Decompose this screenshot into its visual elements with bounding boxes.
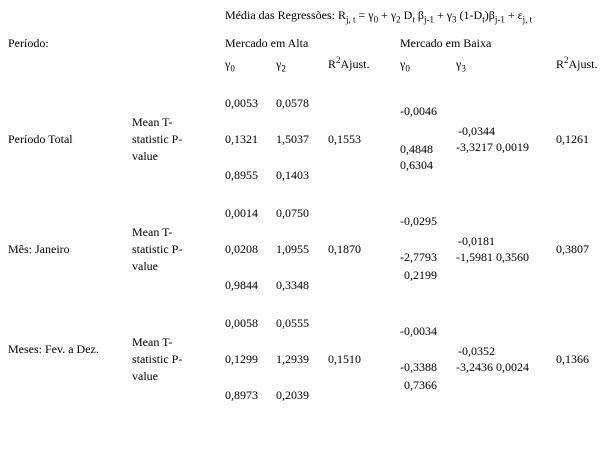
period-label: Mês: Janeiro [8,242,70,256]
table-cell: 0,1299 [225,352,258,366]
table-cell: 0,3348 [276,278,309,292]
baixa-r2-header: $R^2Ajust$. [556,55,598,71]
table-cell: 0,1403 [276,168,309,182]
table-cell: 0,0014 [225,206,258,220]
table-cell: 0,2199 [404,268,437,282]
table-cell: 0,0208 [225,242,258,256]
table-cell: -0,3388 [400,360,437,374]
table-cell: 0,8973 [225,388,258,402]
alta-gamma0-header: $\gamma_0$ [225,57,235,74]
table-cell: 0,1261 [556,132,589,146]
mercado-alta-label: Mercado em Alta [225,36,309,50]
regression-formula: Média das Regressões: $R_{j, t} = \gamma_0 + \gamma_2$ $D_t$ $\beta_{j-1} + \gamma_3$ $(1-D_t)\beta_{j-1} + \varepsilon_{j, t}$ [225,8,533,25]
table-cell: -0,0352 [458,344,495,358]
table-cell: 0,8955 [225,168,258,182]
periodo-label: Período: [8,36,49,50]
stat-label: Mean T-statistic P-value [132,335,183,383]
table-cell: 0,1366 [556,352,589,366]
mercado-baixa-label: Mercado em Baixa [400,36,492,50]
table-cell: -1,5981 0,3560 [456,250,529,264]
table-cell: 0,2039 [276,388,309,402]
table-cell: -3,3217 0,0019 [456,140,529,154]
table-cell: 0,3807 [556,242,589,256]
table-cell: 0,0058 [225,316,258,330]
table-cell: 0,0555 [276,316,309,330]
table-cell: 0,1321 [225,132,258,146]
table-cell: -0,0046 [400,104,437,118]
period-label: Meses: Fev. a Dez. [8,342,99,356]
table-cell: 1,0955 [276,242,309,256]
table-cell: 1,5037 [276,132,309,146]
table-cell: 0,7366 [404,378,437,392]
baixa-gamma0-header: $\gamma_0$ [400,57,410,74]
table-cell: 0,0750 [276,206,309,220]
table-cell: 0,1510 [328,352,361,366]
alta-r2-header: $R^2Ajust$. [328,55,370,71]
baixa-gamma3-header: $\gamma_3$ [456,57,466,74]
table-cell: -0,0034 [400,324,437,338]
stat-label: Mean T-statistic P-value [132,225,183,273]
table-cell: 0,0053 [225,96,258,110]
table-cell: -0,0295 [400,214,437,228]
table-cell: 0,6304 [400,158,433,172]
alta-gamma2-header: $\gamma_2$ [276,57,286,74]
table-cell: -0,0344 [458,124,495,138]
table-cell: 1,2939 [276,352,309,366]
table-cell: -2,7793 [400,250,437,264]
table-cell: 0,4848 [400,142,433,156]
table-cell: -0,0181 [458,234,495,248]
period-label: Período Total [8,132,73,146]
table-cell: 0,0578 [276,96,309,110]
table-cell: 0,9844 [225,278,258,292]
formula-prefix: Média das Regressões: R [225,8,346,22]
table-cell: 0,1870 [328,242,361,256]
table-cell: -3,2436 0,0024 [456,360,529,374]
stat-label: Mean T-statistic P-value [132,115,183,163]
table-cell: 0,1553 [328,132,361,146]
